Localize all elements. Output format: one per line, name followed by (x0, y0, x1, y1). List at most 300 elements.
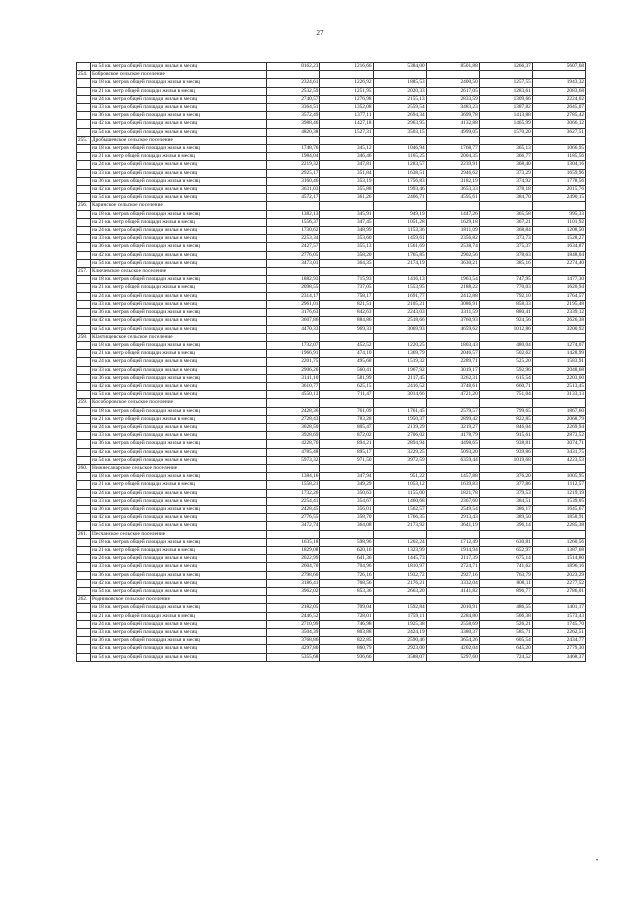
area-norm-label-cell: на 24 кв. метра общей площади жилья в месяц (91, 555, 267, 563)
value-cell: 3653,33 (426, 186, 479, 194)
row-number-cell (77, 423, 91, 431)
table-row (77, 309, 586, 317)
area-norm-label-cell: на 33 кв. метра общей площади жилья в месяц (91, 629, 267, 637)
value-cell: 1759,11 (373, 612, 426, 620)
value-cell: 2083,68 (532, 87, 585, 95)
value-cell: 2710,99 (267, 620, 320, 628)
value-cell: 3364,51 (267, 104, 320, 112)
value-cell: 4132,88 (426, 120, 479, 128)
value-cell: 2434,77 (532, 637, 585, 645)
value-cell (267, 268, 320, 276)
value-cell: 1220,25 (373, 341, 426, 349)
value-cell: 872,02 (320, 432, 373, 440)
row-number-cell (77, 194, 91, 202)
value-cell: 924,56 (479, 317, 532, 325)
value-cell: 1885,53 (373, 79, 426, 87)
value-cell: 1527,31 (320, 128, 373, 136)
value-cell: 2798,60 (267, 571, 320, 579)
area-norm-label-cell: на 24 кв. метра общей площади жилья в месяц (91, 423, 267, 431)
value-cell (267, 596, 320, 604)
value-cell: 2048,68 (532, 366, 585, 374)
value-cell: 3503,15 (373, 128, 426, 136)
value-cell (479, 464, 532, 472)
value-cell: 5607,68 (532, 63, 585, 71)
value-cell: 3483,23 (426, 104, 479, 112)
value-cell: 4178,79 (426, 432, 479, 440)
value-cell: 2182,05 (267, 604, 320, 612)
row-number-cell (77, 325, 91, 333)
value-cell: 1768,77 (426, 145, 479, 153)
value-cell: 1882,93 (267, 276, 320, 284)
value-cell: 3229,25 (373, 448, 426, 456)
table-row (77, 505, 586, 513)
settlement-name-cell: Песчанское сельское поселение (91, 530, 267, 538)
value-cell: 345,91 (320, 210, 373, 218)
area-norm-label-cell: на 36 кв. метров общей площади жилья в месяц (91, 505, 267, 513)
value-cell: 1185,56 (532, 153, 585, 161)
row-number-cell (77, 169, 91, 177)
row-number-cell (77, 153, 91, 161)
table-row (77, 432, 586, 440)
value-cell: 2224,02 (532, 95, 585, 103)
value-cell: 770,03 (479, 284, 532, 292)
value-cell: 1583,91 (532, 358, 585, 366)
value-cell: 2906,26 (267, 366, 320, 374)
row-number-cell: 255. (77, 136, 91, 144)
value-cell: 746,98 (320, 620, 373, 628)
value-cell: 1274,07 (532, 341, 585, 349)
value-cell: 1051,28 (373, 218, 426, 226)
value-cell: 2927,16 (426, 571, 479, 579)
value-cell: 3380,37 (426, 629, 479, 637)
settlement-name-cell: Нижнесанарское сельское поселение (91, 464, 267, 472)
value-cell: 4228,76 (267, 440, 320, 448)
value-cell (267, 333, 320, 341)
value-cell: 3311,59 (426, 309, 479, 317)
value-cell: 2155,13 (373, 95, 426, 103)
value-cell: 377,86 (479, 481, 532, 489)
value-cell (320, 268, 373, 276)
value-cell: 1829,08 (267, 546, 320, 554)
area-norm-label-cell: на 18 кв. метров общей площади жилья в месяц (91, 473, 267, 481)
value-cell: 630,81 (479, 538, 532, 546)
table-row (77, 63, 586, 71)
value-cell: 356,01 (320, 505, 373, 513)
value-cell: 2412,88 (426, 292, 479, 300)
value-cell: 2604,70 (267, 563, 320, 571)
row-number-cell (77, 243, 91, 251)
table-row (77, 440, 586, 448)
value-cell: 1803,43 (426, 341, 479, 349)
value-cell: 1046,94 (373, 145, 426, 153)
area-norm-label-cell: на 24 кв. метра общей площади жилья в месяц (91, 161, 267, 169)
value-cell: 2446,52 (267, 612, 320, 620)
value-cell: 3332,04 (426, 579, 479, 587)
value-cell: 2416,52 (373, 382, 426, 390)
row-number-cell (77, 374, 91, 382)
row-number-cell (77, 432, 91, 440)
value-cell: 2277,52 (532, 579, 585, 587)
value-cell: 2173,92 (373, 522, 426, 530)
row-number-cell (77, 514, 91, 522)
value-cell: 1428,99 (532, 350, 585, 358)
value-cell: 1761,45 (373, 407, 426, 415)
value-cell: 1260,56 (532, 538, 585, 546)
value-cell: 884,86 (320, 317, 373, 325)
value-cell: 2532,59 (267, 87, 320, 95)
table-row (77, 350, 586, 358)
value-cell: 8501,88 (426, 63, 479, 71)
area-norm-label-cell: на 24 кв. метра общей площади жилья в месяц (91, 227, 267, 235)
value-cell (479, 136, 532, 144)
value-cell: 373,73 (479, 235, 532, 243)
row-number-cell (77, 112, 91, 120)
row-number-cell (77, 645, 91, 653)
value-cell (532, 136, 585, 144)
value-cell: 1427,18 (320, 120, 373, 128)
area-norm-label-cell: на 18 кв. метров общей площади жилья в месяц (91, 276, 267, 284)
value-cell: 1745,70 (532, 620, 585, 628)
value-cell: 1208,50 (532, 227, 585, 235)
row-number-cell (77, 505, 91, 513)
row-number-cell (77, 341, 91, 349)
row-number-cell (77, 407, 91, 415)
value-cell: 358,70 (320, 514, 373, 522)
value-cell: 384,51 (479, 497, 532, 505)
value-cell: 2645,07 (532, 104, 585, 112)
value-cell: 1732,26 (267, 489, 320, 497)
value-cell: 2559,54 (373, 104, 426, 112)
value-cell (373, 71, 426, 79)
value-cell: 1369,79 (373, 350, 426, 358)
value-cell (426, 530, 479, 538)
value-cell: 2243,03 (373, 309, 426, 317)
value-cell: 385,16 (479, 259, 532, 267)
value-cell: 2324,61 (267, 79, 320, 87)
value-cell: 1730,62 (267, 227, 320, 235)
value-cell: 3086,91 (426, 300, 479, 308)
table-row (77, 522, 586, 530)
value-cell: 938,81 (479, 440, 532, 448)
value-cell: 728,01 (320, 612, 373, 620)
value-cell: 474,10 (320, 350, 373, 358)
area-norm-label-cell: на 54 кв. метра общей площади жилья в месяц (91, 194, 267, 202)
value-cell: 1053,12 (373, 481, 426, 489)
value-cell: 660,71 (479, 382, 532, 390)
value-cell (320, 71, 373, 79)
value-cell (426, 399, 479, 407)
value-cell (320, 464, 373, 472)
table-row (77, 79, 586, 87)
settlement-row (77, 530, 586, 538)
value-cell (373, 530, 426, 538)
table-row (77, 186, 586, 194)
area-norm-label-cell: на 24 кв. метра общей площади жилья в месяц (91, 358, 267, 366)
value-cell: 2785,42 (532, 112, 585, 120)
value-cell: 1691,77 (373, 292, 426, 300)
value-cell: 2518,66 (373, 317, 426, 325)
value-cell: 2663,20 (373, 588, 426, 596)
value-cell: 726,16 (320, 571, 373, 579)
value-cell (373, 333, 426, 341)
value-cell (267, 202, 320, 210)
value-cell: 2706,02 (373, 432, 426, 440)
area-norm-label-cell: на 18 кв. метров общей площади жилья в месяц (91, 145, 267, 153)
settlement-name-cell: Ключевское сельское поселение (91, 268, 267, 276)
value-cell: 2400,50 (426, 79, 479, 87)
value-cell: 3066,12 (532, 120, 585, 128)
row-number-cell (77, 555, 91, 563)
area-norm-label-cell: на 24 кв. метра общей площади жилья в месяц (91, 95, 267, 103)
row-number-cell (77, 358, 91, 366)
area-norm-label-cell: на 21 кв. метр общей площади жилья в месяц (91, 218, 267, 226)
value-cell: 2961,01 (267, 300, 320, 308)
value-cell: 355,13 (320, 243, 373, 251)
value-cell: 3631,03 (267, 186, 320, 194)
value-cell: 585,71 (479, 629, 532, 637)
value-cell: 353,60 (320, 235, 373, 243)
value-cell: 375,37 (479, 243, 532, 251)
row-number-cell (77, 251, 91, 259)
value-cell: 5093,20 (426, 448, 479, 456)
area-norm-label-cell: на 24 кв. метра общей площади жилья в месяц (91, 292, 267, 300)
value-cell: 1634,87 (532, 243, 585, 251)
table-row (77, 481, 586, 489)
table-row (77, 637, 586, 645)
value-cell: 715,93 (320, 276, 373, 284)
row-number-cell (77, 259, 91, 267)
settlement-name-cell: Кособоровское сельское поселение (91, 399, 267, 407)
value-cell: 3760,93 (426, 317, 479, 325)
settlement-row (77, 464, 586, 472)
row-number-cell (77, 145, 91, 153)
value-cell: 1821,78 (426, 489, 479, 497)
table-row (77, 120, 586, 128)
value-cell: 1528,27 (532, 235, 585, 243)
value-cell: 361,26 (320, 194, 373, 202)
table-row (77, 653, 586, 661)
area-norm-label-cell: на 42 кв. метра общей площади жилья в месяц (91, 579, 267, 587)
value-cell: 3972,59 (373, 456, 426, 464)
value-cell: 805,47 (320, 423, 373, 431)
area-norm-label-cell: на 33 кв. метра общей площади жилья в месяц (91, 563, 267, 571)
value-cell: 3028,50 (267, 423, 320, 431)
value-cell: 350,63 (320, 489, 373, 497)
area-norm-label-cell: на 18 кв. метров общей площади жилья в месяц (91, 210, 267, 218)
settlement-row (77, 333, 586, 341)
area-norm-label-cell: на 21 кв. метр общей площади жилья в месяц (91, 153, 267, 161)
value-cell: 1539,05 (532, 497, 585, 505)
area-norm-label-cell: на 33 кв. метра общей площади жилья в месяц (91, 300, 267, 308)
area-norm-label-cell: на 21 кв. метр общей площади жилья в месяц (91, 481, 267, 489)
value-cell: 3962,02 (267, 588, 320, 596)
value-cell: 368,40 (479, 161, 532, 169)
value-cell: 355,88 (320, 186, 373, 194)
value-cell: 1477,30 (532, 276, 585, 284)
value-cell: 1732,07 (267, 341, 320, 349)
value-cell: 4659,62 (426, 325, 479, 333)
value-cell: 379,53 (479, 489, 532, 497)
value-cell: 3141,10 (267, 374, 320, 382)
area-norm-label-cell: на 54 кв. метра общей площади жилья в месяц (91, 259, 267, 267)
value-cell: 2015,76 (532, 186, 585, 194)
row-number-cell (77, 235, 91, 243)
value-cell: 1712,49 (426, 538, 479, 546)
value-cell: 936,66 (320, 653, 373, 661)
area-norm-label-cell: на 36 кв. метров общей площади жилья в месяц (91, 112, 267, 120)
row-number-cell (77, 588, 91, 596)
area-norm-label-cell: на 21 кв. метр общей площади жилья в месяц (91, 87, 267, 95)
value-cell: 2022,99 (267, 555, 320, 563)
row-number-cell (77, 128, 91, 136)
row-number-cell: 260. (77, 464, 91, 472)
value-cell: 4595,61 (426, 194, 479, 202)
table-row (77, 95, 586, 103)
value-cell: 1101,92 (532, 218, 585, 226)
table-row (77, 284, 586, 292)
value-cell: 351,84 (320, 169, 373, 177)
value-cell: 768,56 (320, 579, 373, 587)
value-cell: 2367,60 (426, 497, 479, 505)
value-cell: 3019,17 (426, 366, 479, 374)
value-cell (320, 136, 373, 144)
value-cell (426, 268, 479, 276)
area-norm-label-cell: на 21 кв. метр общей площади жилья в месяц (91, 284, 267, 292)
value-cell: 1764,57 (532, 292, 585, 300)
value-cell: 2724,71 (426, 563, 479, 571)
row-number-cell: 256. (77, 202, 91, 210)
value-cell: 8162,23 (267, 63, 320, 71)
value-cell: 1858,91 (532, 514, 585, 522)
area-norm-label-cell: на 18 кв. метров общей площади жилья в месяц (91, 538, 267, 546)
row-number-cell (77, 473, 91, 481)
value-cell (320, 333, 373, 341)
table-row (77, 87, 586, 95)
area-norm-label-cell: на 36 кв. метров общей площади жилья в месяц (91, 637, 267, 645)
value-cell: 1561,69 (373, 243, 426, 251)
table-row (77, 579, 586, 587)
value-cell: 2538,74 (426, 243, 479, 251)
area-norm-label-cell: на 18 кв. метров общей площади жилья в месяц (91, 341, 267, 349)
value-cell: 367,21 (479, 218, 532, 226)
table-row (77, 588, 586, 596)
table-row (77, 604, 586, 612)
value-cell: 758,17 (320, 292, 373, 300)
value-cell: 2117,45 (373, 374, 426, 382)
value-cell: 480,04 (479, 341, 532, 349)
table-row (77, 218, 586, 226)
value-cell: 3133,13 (532, 391, 585, 399)
value-cell: 822,85 (479, 415, 532, 423)
row-number-cell (77, 620, 91, 628)
value-cell (373, 268, 426, 276)
value-cell: 3588,07 (373, 653, 426, 661)
value-cell: 3607,86 (267, 317, 320, 325)
settlement-row (77, 268, 586, 276)
value-cell: 5355,68 (267, 653, 320, 661)
area-norm-label-cell: на 42 кв. метра общей площади жилья в месяц (91, 448, 267, 456)
value-cell (479, 596, 532, 604)
value-cell: 1556,37 (267, 218, 320, 226)
row-number-cell (77, 276, 91, 284)
value-cell: 2105,21 (373, 300, 426, 308)
value-cell: 1304,16 (532, 161, 585, 169)
row-number-cell (77, 481, 91, 489)
row-number-cell (77, 563, 91, 571)
value-cell: 761,09 (320, 407, 373, 415)
value-cell (426, 333, 479, 341)
value-cell: 3654,26 (426, 637, 479, 645)
row-number-cell (77, 546, 91, 554)
table-row (77, 317, 586, 325)
value-cell: 853,36 (320, 588, 373, 596)
table-row (77, 391, 586, 399)
value-cell: 2201,75 (267, 358, 320, 366)
value-cell: 2617,05 (426, 87, 479, 95)
value-cell: 1112,57 (532, 481, 585, 489)
value-cell: 3572,49 (267, 112, 320, 120)
row-number-cell: 262. (77, 596, 91, 604)
value-cell: 364,35 (320, 259, 373, 267)
value-cell: 1519,32 (373, 358, 426, 366)
value-cell (479, 268, 532, 276)
value-cell: 354,67 (320, 497, 373, 505)
value-cell (373, 202, 426, 210)
value-cell: 1553,95 (373, 284, 426, 292)
row-number-cell: 254. (77, 71, 91, 79)
value-cell: 3748,61 (426, 382, 479, 390)
table-row (77, 555, 586, 563)
value-cell: 1967,92 (373, 366, 426, 374)
value-cell: 3160,46 (267, 177, 320, 185)
value-cell: 4550,13 (267, 391, 320, 399)
value-cell: 822,85 (320, 637, 373, 645)
value-cell: 896,77 (479, 588, 532, 596)
value-cell: 3186,41 (267, 579, 320, 587)
table-row (77, 128, 586, 136)
table-row (77, 177, 586, 185)
value-cell: 1460,68 (373, 497, 426, 505)
value-cell: 1778,56 (532, 177, 585, 185)
value-cell: 2254,41 (267, 497, 320, 505)
value-cell: 3472,74 (267, 522, 320, 530)
value-cell: 2873,52 (532, 432, 585, 440)
value-cell: 1066,95 (532, 145, 585, 153)
table-row (77, 629, 586, 637)
value-cell: 4202,04 (426, 645, 479, 653)
table-row (77, 251, 586, 259)
value-cell: 1645,67 (532, 505, 585, 513)
row-number-cell (77, 415, 91, 423)
value-cell: 1765,85 (373, 251, 426, 259)
value-cell: 3627,51 (532, 128, 585, 136)
value-cell: 1562,57 (373, 505, 426, 513)
value-cell: 581,99 (320, 374, 373, 382)
value-cell: 846,04 (479, 423, 532, 431)
value-cell (373, 596, 426, 604)
value-cell: 1914,94 (426, 546, 479, 554)
value-cell: 2020,33 (373, 87, 426, 95)
value-cell: 2902,56 (426, 251, 479, 259)
area-norm-label-cell: на 33 кв. метра общей площади жилья в месяц (91, 169, 267, 177)
row-number-cell (77, 538, 91, 546)
corner-mark: • (596, 858, 599, 864)
area-norm-label-cell: на 36 кв. метров общей площади жилья в месяц (91, 440, 267, 448)
table-row (77, 153, 586, 161)
table-row (77, 514, 586, 522)
row-number-cell (77, 612, 91, 620)
value-cell (479, 530, 532, 538)
